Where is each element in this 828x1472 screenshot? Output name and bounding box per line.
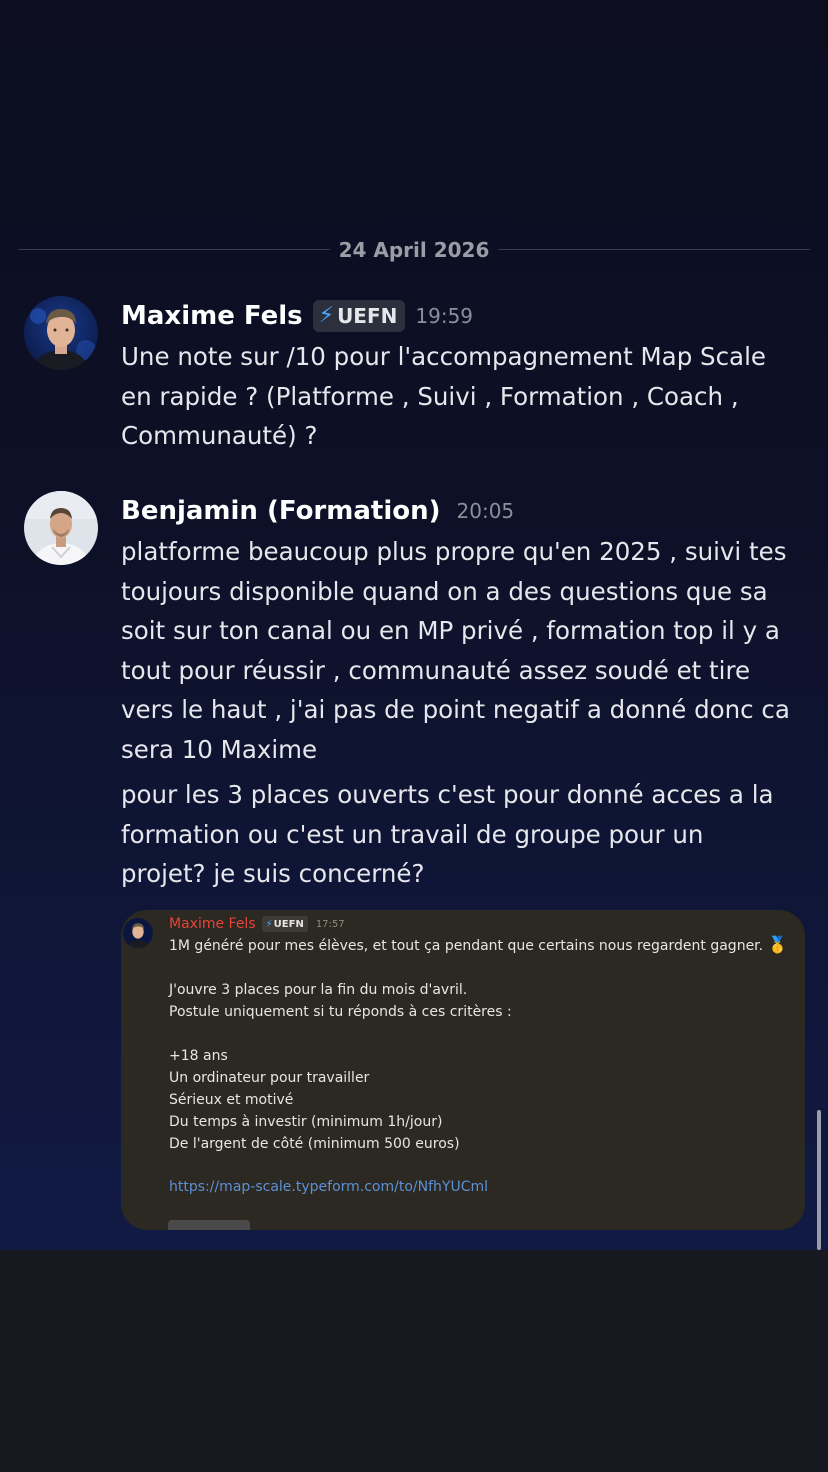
timestamp: 19:59	[415, 304, 474, 328]
server-tag[interactable]	[313, 300, 406, 332]
lightning-bolt-icon: ⚡	[265, 918, 273, 930]
quoted-server-tag	[262, 916, 308, 932]
message-text-3: pour les 3 places ouverts c'est pour donné acces a la formation ou c'est un travail de groupe pour un projet? je suis concerné?	[121, 780, 774, 888]
embed-thumbnail	[168, 1220, 250, 1230]
quoted-message-image[interactable]	[121, 910, 805, 1230]
message-header-2	[121, 494, 514, 528]
timestamp: 20:05	[456, 499, 515, 523]
avatar-benjamin[interactable]	[24, 491, 98, 565]
quoted-username: Maxime Fels	[169, 916, 256, 932]
date-label: 24 April 2026	[338, 238, 490, 262]
quoted-avatar	[123, 918, 153, 948]
quoted-link[interactable]: https://map-scale.typeform.com/to/NfhYUCml	[169, 1179, 488, 1195]
avatar-maxime[interactable]	[24, 296, 98, 370]
quoted-tag-label: UEFN	[273, 918, 304, 930]
bottom-area	[0, 1250, 828, 1472]
quoted-header	[169, 913, 345, 935]
message-header-1	[121, 299, 473, 333]
quoted-timestamp: 17:57	[315, 918, 345, 930]
date-divider	[18, 238, 810, 262]
gold-medal-icon: 🥇	[767, 935, 788, 954]
lightning-bolt-icon: ⚡	[318, 303, 335, 328]
quoted-criteria: J'ouvre 3 places pour la fin du mois d'avril. Postule uniquement si tu réponds à ces critères : +18 ans Un ordinateur pour travailler Sérieux et motivé Du temps à investir (minimum 1h/jour) De l'argent de côté (minimum 500 euros)	[169, 982, 512, 1152]
message-text-2: platforme beaucoup plus propre qu'en 2025 , suivi tes toujours disponible quand on a des questions que sa soit sur ton canal ou en MP privé , formation top il y a tout pour réussir , communauté assez soudé et tire vers le haut , j'ai pas de point negatif a donné donc ca sera 10 Maxime	[121, 537, 790, 764]
tag-label: UEFN	[337, 304, 398, 328]
scrollbar[interactable]	[817, 1110, 821, 1250]
username[interactable]: Benjamin (Formation)	[121, 496, 441, 526]
username[interactable]: Maxime Fels	[121, 301, 303, 331]
message-text-1: Une note sur /10 pour l'accompagnement Map Scale en rapide ? (Platforme , Suivi , Formation , Coach , Communauté) ?	[121, 342, 766, 450]
quoted-line1: 1M généré pour mes élèves, et tout ça pendant que certains nous regardent gagner.	[169, 938, 764, 954]
divider-line-right	[498, 249, 810, 250]
quoted-body	[169, 934, 789, 1155]
